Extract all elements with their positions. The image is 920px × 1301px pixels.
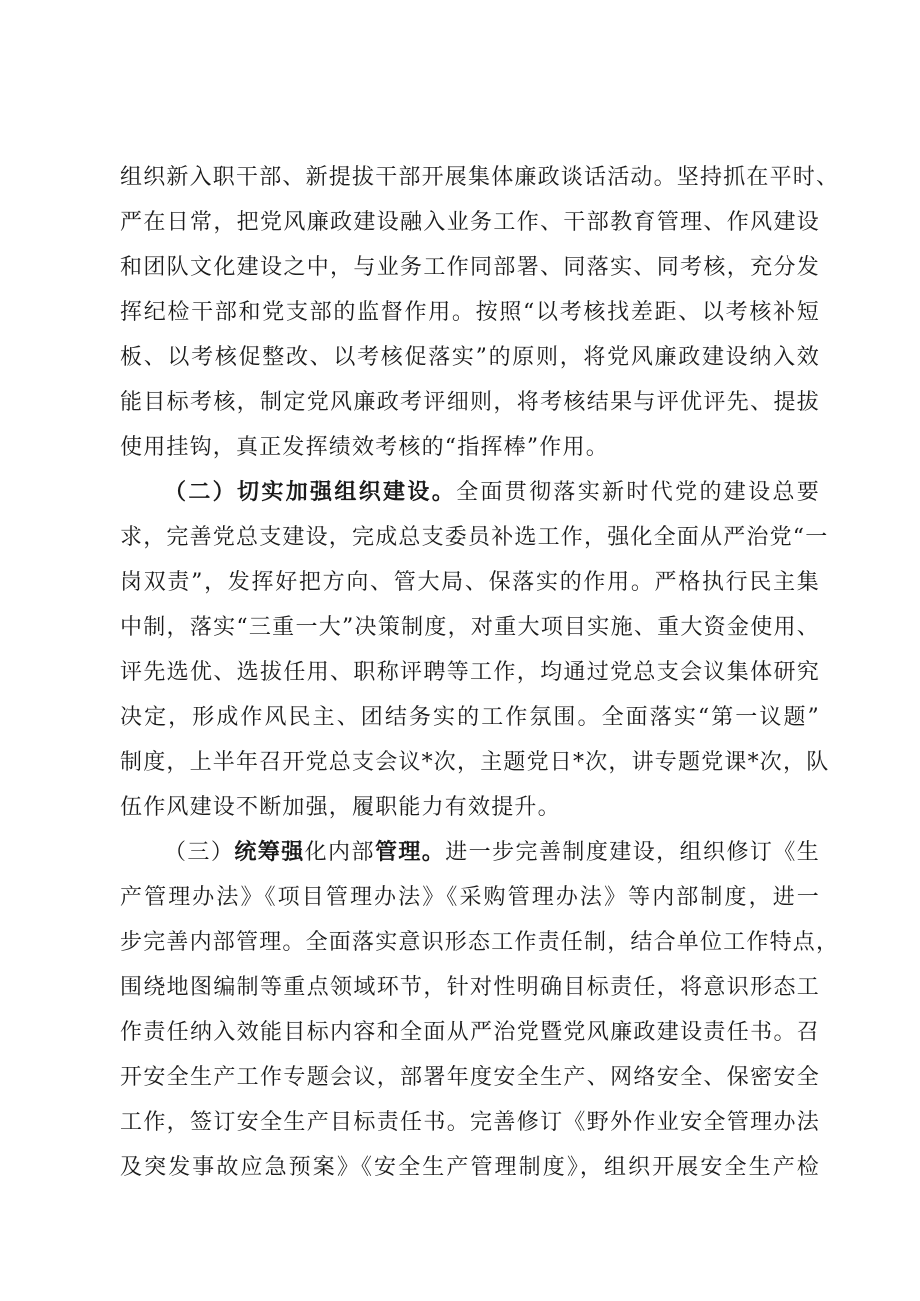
- document-body: [120, 155, 840, 1190]
- section-number: （三）: [164, 840, 235, 865]
- text-line: 伍作风建设不断加强，履职能力有效提升。: [120, 795, 561, 820]
- text-line: 使用挂钩，真正发挥绩效考核的“指挥棒”作用。: [120, 435, 609, 460]
- text-line: 制度，上半年召开党总支会议*次，主题党日*次，讲专题党课*次，队: [120, 750, 830, 775]
- text-line: 工作，签订安全生产目标责任书。完善修订《野外作业安全管理办法: [120, 1110, 820, 1135]
- paragraph-first-line: [120, 830, 820, 875]
- text-run: 进一步完善制度建设，组织修订《生: [445, 840, 820, 865]
- paragraph-first-line: [120, 470, 820, 515]
- section-heading-part: 强: [281, 840, 305, 865]
- text-line: 岗双责”，发挥好把方向、管大局、保落实的作用。严格执行民主集: [120, 570, 820, 595]
- text-line: 能目标考核，制定党风廉政考评细则，将考核结果与评优评先、提拔: [120, 390, 820, 415]
- section-heading-part: 管理。: [374, 840, 446, 865]
- text-line: 组织新入职干部、新提拔干部开展集体廉政谈话活动。坚持抓在平时、: [120, 165, 840, 190]
- text-line: 步完善内部管理。全面落实意识形态工作责任制，结合单位工作特点，: [120, 930, 840, 955]
- text-line: 及突发事故应急预案》《安全生产管理制度》，组织开展安全生产检: [120, 1155, 820, 1180]
- text-run: 全面贯彻落实新时代党的建设总要: [456, 480, 820, 505]
- text-line: 作责任纳入效能目标内容和全面从严治党暨党风廉政建设责任书。召: [120, 1020, 820, 1045]
- text-line: 严在日常，把党风廉政建设融入业务工作、干部教育管理、作风建设: [120, 210, 820, 235]
- text-line: 求，完善党总支建设，完成总支委员补选工作，强化全面从严治党“一: [120, 525, 829, 550]
- section-heading-part: 化内部: [304, 840, 375, 865]
- text-line: 和团队文化建设之中，与业务工作同部署、同落实、同考核，充分发: [120, 255, 820, 280]
- text-line: 评先选优、选拔任用、职称评聘等工作，均通过党总支会议集体研究: [120, 660, 820, 685]
- section-heading-part: 统筹: [234, 840, 282, 865]
- text-line: 决定，形成作风民主、团结务实的工作氛围。全面落实“第一议题”: [120, 705, 820, 730]
- text-line: 中制，落实“三重一大”决策制度，对重大项目实施、重大资金使用、: [120, 615, 820, 640]
- section-heading: （二）切实加强组织建设。: [164, 480, 457, 505]
- text-line: 板、以考核促整改、以考核促落实”的原则，将党风廉政建设纳入效: [120, 345, 820, 370]
- text-line: 围绕地图编制等重点领域环节，针对性明确目标责任，将意识形态工: [120, 975, 820, 1000]
- text-line: 挥纪检干部和党支部的监督作用。按照“以考核找差距、以考核补短: [120, 300, 820, 325]
- text-line: 开安全生产工作专题会议，部署年度安全生产、网络安全、保密安全: [120, 1065, 820, 1090]
- text-line: 产管理办法》《项目管理办法》《采购管理办法》等内部制度，进一: [120, 885, 820, 910]
